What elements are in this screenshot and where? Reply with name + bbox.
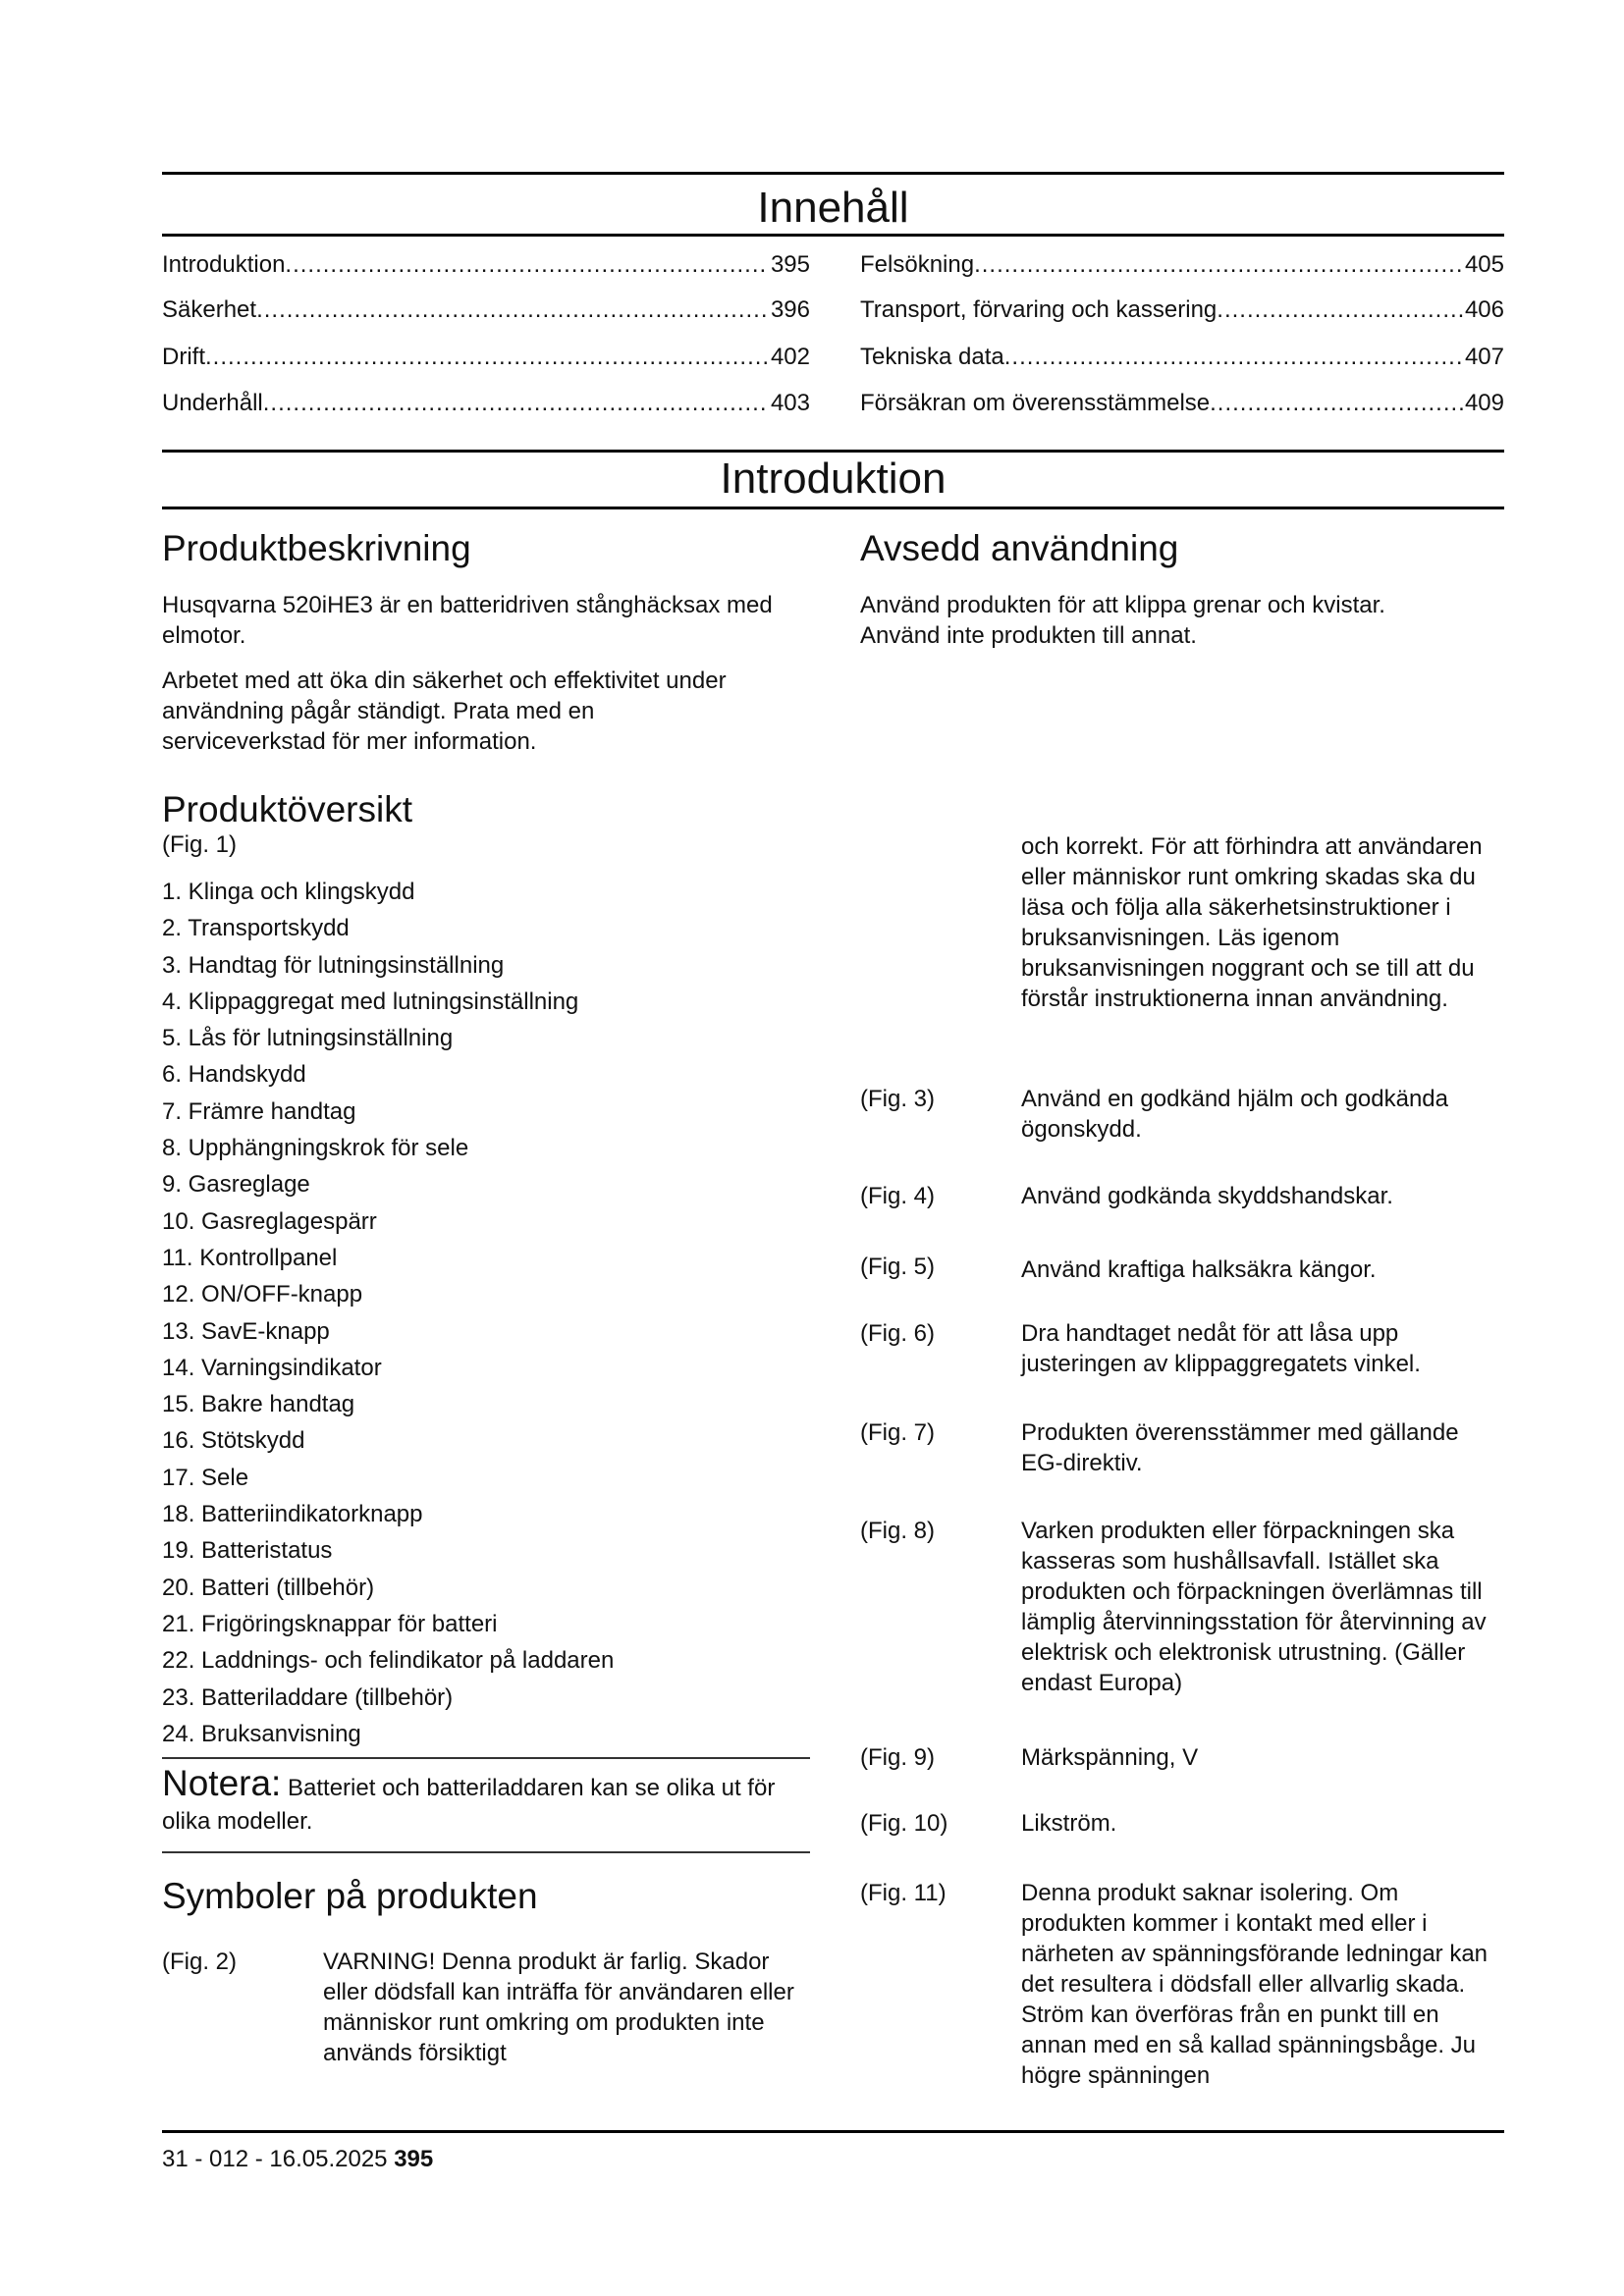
symbol-fig-ref: (Fig. 9) [860,1744,936,1771]
intro-bottom-rule [162,507,1504,509]
list-item: 3. Handtag för lutningsinställning [162,951,505,979]
notera-note [162,1763,810,1839]
toc-entry-label: Säkerhet [162,296,257,323]
list-item: 9. Gasreglage [162,1171,310,1199]
list-item: 18. Batteriindikatorknapp [162,1501,423,1528]
toc-entry[interactable] [860,390,1504,417]
symbol-fig-ref: (Fig. 5) [860,1254,936,1280]
toc-title: Innehåll [757,184,909,232]
intro-title: Introduktion [720,454,947,503]
toc-entry[interactable] [860,296,1504,324]
list-item: 22. Laddnings- och felindikator på laddaren [162,1647,615,1675]
toc-entry[interactable] [860,251,1504,279]
doc-code: 31 - 012 - 16.05.2025 [162,2146,388,2172]
list-item: 13. SavE-knapp [162,1317,330,1345]
avsedd-p1: Använd produkten för att klippa grenar och kvistar. Använd inte produkten till annat. [860,592,1385,649]
symbol-fig-ref: (Fig. 8) [860,1518,936,1544]
toc-entry-label: Transport, förvaring och kassering [860,296,1218,323]
notera-bottom-rule [162,1851,810,1853]
page-number: 395 [394,2146,434,2172]
symbol-description: Märkspänning, V [1021,1744,1199,1771]
list-item: 6. Handskydd [162,1061,306,1089]
produktbeskrivning-p1: Husqvarna 520iHE3 är en batteridriven stånghäcksax med elmotor. [162,592,773,649]
toc-entry-page: 402 [770,344,810,370]
list-item: 20. Batteri (tillbehör) [162,1574,375,1601]
list-item: 15. Bakre handtag [162,1391,355,1418]
symbol-fig-ref: (Fig. 11) [860,1880,947,1906]
symbol-description: VARNING! Denna produkt är farlig. Skador eller dödsfall kan inträffa för användaren eller människor runt omkring om produkten inte används försiktigt [323,1949,794,2066]
toc-entry-label: Tekniska data [860,344,1004,370]
toc-entry-page: 403 [770,390,810,416]
symbol-fig-ref: (Fig. 7) [860,1419,936,1446]
symbol-fig-ref: (Fig. 4) [860,1183,936,1209]
toc-top-rule [162,172,1504,175]
toc-entry-label: Felsökning [860,251,975,278]
list-item: 10. Gasreglagespärr [162,1207,377,1235]
symbol-description: Varken produkten eller förpackningen ska kasseras som hushållsavfall. Istället ska produkten och förpackningen överlämnas till lämplig återvinningsstation för återvinning av elektrisk och elektronisk utrustning. (Gäller endast Europa) [1021,1518,1487,1696]
produktoversikt-heading: Produktöversikt [162,789,412,829]
footer-rule [162,2130,1504,2133]
symbol-fig-ref: (Fig. 2) [162,1949,238,1975]
notera-text: Batteriet och batteriladdaren kan se olika ut för olika modeller. [162,1775,776,1835]
toc-entry[interactable] [860,344,1504,371]
toc-entry-page: 396 [770,296,810,323]
toc-entry-page: 405 [1464,251,1504,278]
symbol-description: Denna produkt saknar isolering. Om produkten kommer i kontakt med eller i närheten av spänningsförande ledningar kan det resultera i dödsfall eller allvarlig skada. Ström kan överföras från en punkt till en annan med en så kallad spänningsbåge. Ju högre spänningen [1021,1880,1489,2089]
page-footer [162,2146,433,2173]
symbol-description: Likström. [1021,1810,1117,1837]
component-list [162,877,800,1755]
list-item: 8. Upphängningskrok för sele [162,1135,469,1162]
symbol-description: Produkten överensstämmer med gällande EG-direktiv. [1021,1419,1459,1476]
symbol-description: Använd kraftiga halksäkra kängor. [1021,1256,1377,1283]
symbol-continuation: och korrekt. För att förhindra att användaren eller människor runt omkring skadas ska du läsa och följa alla säkerhetsinstruktioner i bruksanvisningen. Läs igenom bruksanvisningen noggrant och se till att du förstår instruktionerna innan användning. [1021,833,1483,1012]
notera-top-rule [162,1757,810,1759]
toc-entry-label: Introduktion [162,251,286,278]
toc-entry-page: 407 [1464,344,1504,370]
list-item: 17. Sele [162,1464,249,1491]
produktoversikt-fig: (Fig. 1) [162,831,238,858]
toc-entry-page: 409 [1464,390,1504,416]
notera-label: Notera: [162,1763,282,1803]
list-item: 4. Klippaggregat med lutningsinställning [162,988,579,1015]
toc-bottom-rule [162,234,1504,237]
list-item: 23. Batteriladdare (tillbehör) [162,1683,454,1711]
list-item: 7. Främre handtag [162,1097,356,1125]
toc-entry-label: Försäkran om överensstämmelse [860,390,1211,416]
list-item: 16. Stötskydd [162,1427,305,1455]
symboler-heading: Symboler på produkten [162,1876,538,1916]
list-item: 5. Lås för lutningsinställning [162,1025,454,1052]
symbol-description: Använd en godkänd hjälm och godkända ögonskydd. [1021,1086,1448,1143]
symbol-fig-ref: (Fig. 10) [860,1810,948,1837]
toc-entry-page: 406 [1464,296,1504,323]
symbol-fig-ref: (Fig. 3) [860,1086,936,1112]
produktbeskrivning-p2: Arbetet med att öka din säkerhet och effektivitet under användning pågår ständigt. Prata med en serviceverkstad för mer information. [162,667,727,755]
list-item: 19. Batteristatus [162,1537,333,1565]
toc-entry[interactable] [162,296,810,324]
toc-entry[interactable] [162,344,810,371]
list-item: 24. Bruksanvisning [162,1720,361,1747]
toc-entry[interactable] [162,390,810,417]
symbol-description: Dra handtaget nedåt för att låsa upp justeringen av klippaggregatets vinkel. [1021,1320,1421,1377]
symbol-description: Använd godkända skyddshandskar. [1021,1183,1393,1209]
list-item: 2. Transportskydd [162,915,350,942]
toc-entry-label: Underhåll [162,390,263,416]
produktbeskrivning-heading: Produktbeskrivning [162,528,471,568]
toc-entry[interactable] [162,251,810,279]
symbol-fig-ref: (Fig. 6) [860,1320,936,1347]
toc-entry-page: 395 [770,251,810,278]
list-item: 14. Varningsindikator [162,1354,382,1381]
avsedd-heading: Avsedd användning [860,528,1179,568]
list-item: 21. Frigöringsknappar för batteri [162,1610,498,1637]
toc-entry-label: Drift [162,344,205,370]
list-item: 11. Kontrollpanel [162,1244,338,1271]
list-item: 1. Klinga och klingskydd [162,879,415,905]
list-item: 12. ON/OFF-knapp [162,1281,363,1308]
